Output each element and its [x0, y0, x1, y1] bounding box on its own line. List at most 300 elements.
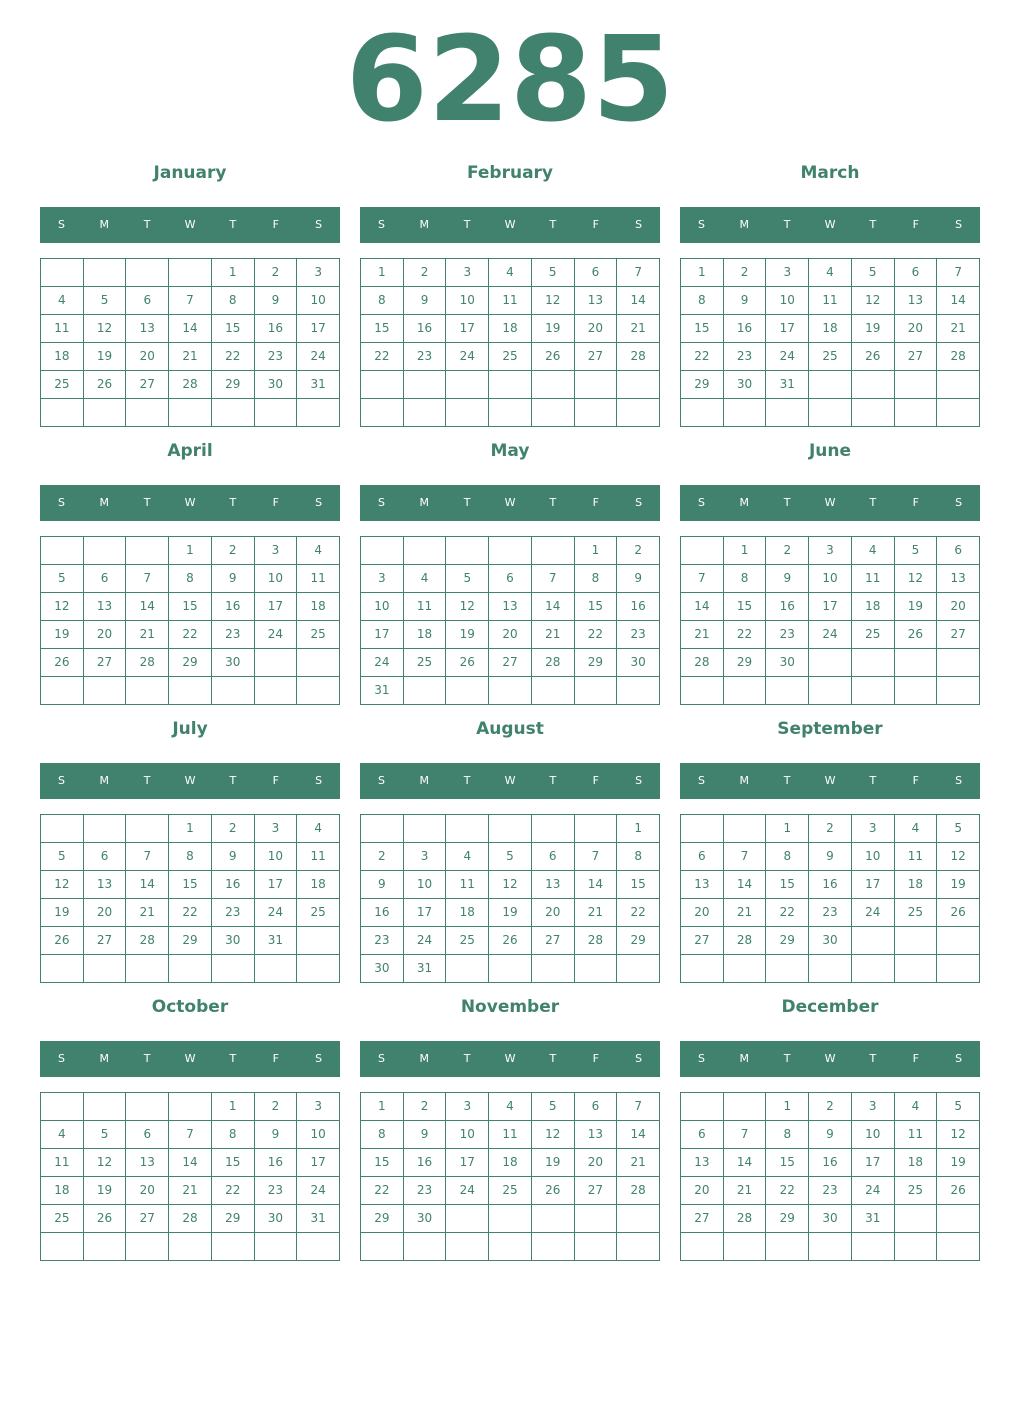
day-cell: 2 [809, 1093, 852, 1121]
day-cell: 18 [895, 1149, 938, 1177]
day-cell: 25 [809, 343, 852, 371]
weekday-label: T [463, 1052, 471, 1065]
month-january [40, 158, 340, 427]
day-cell: 7 [169, 1121, 212, 1149]
empty-day-cell [617, 399, 660, 427]
day-cell: 23 [809, 899, 852, 927]
day-cell: 20 [84, 621, 127, 649]
day-cell: 13 [532, 871, 575, 899]
day-cell: 28 [724, 927, 767, 955]
day-cell: 18 [852, 593, 895, 621]
day-cell: 6 [84, 565, 127, 593]
empty-day-cell [255, 1233, 298, 1261]
empty-day-cell [681, 677, 724, 705]
empty-day-cell [809, 649, 852, 677]
day-cell: 12 [84, 1149, 127, 1177]
day-cell: 23 [361, 927, 404, 955]
day-cell: 20 [681, 1177, 724, 1205]
day-cell: 6 [681, 843, 724, 871]
day-cell: 4 [895, 815, 938, 843]
day-cell: 2 [809, 815, 852, 843]
empty-day-cell [766, 1233, 809, 1261]
day-cell: 22 [617, 899, 660, 927]
day-cell: 1 [169, 815, 212, 843]
day-cell: 21 [724, 899, 767, 927]
day-grid [360, 1092, 660, 1261]
day-cell: 30 [809, 927, 852, 955]
day-cell: 20 [895, 315, 938, 343]
weekday-label: S [377, 774, 385, 787]
day-cell: 16 [212, 871, 255, 899]
day-cell: 23 [212, 899, 255, 927]
day-cell: 18 [41, 343, 84, 371]
day-cell: 19 [532, 1149, 575, 1177]
empty-day-cell [255, 649, 298, 677]
weekday-label: W [184, 774, 196, 787]
weekday-label: S [697, 496, 705, 509]
empty-day-cell [724, 1233, 767, 1261]
empty-day-cell [41, 955, 84, 983]
day-cell: 25 [489, 343, 532, 371]
weekday-label: T [783, 1052, 791, 1065]
day-cell: 9 [766, 565, 809, 593]
day-cell: 14 [575, 871, 618, 899]
day-cell: 5 [84, 287, 127, 315]
day-cell: 2 [212, 537, 255, 565]
empty-day-cell [489, 815, 532, 843]
day-cell: 28 [724, 1205, 767, 1233]
day-cell: 4 [895, 1093, 938, 1121]
weekday-header [360, 763, 660, 799]
empty-day-cell [41, 815, 84, 843]
empty-day-cell [766, 399, 809, 427]
day-cell: 30 [766, 649, 809, 677]
empty-day-cell [297, 927, 340, 955]
empty-day-cell [489, 537, 532, 565]
day-cell: 2 [766, 537, 809, 565]
day-cell: 17 [297, 1149, 340, 1177]
month-september [680, 714, 980, 983]
empty-day-cell [212, 677, 255, 705]
day-cell: 27 [575, 343, 618, 371]
empty-day-cell [489, 371, 532, 399]
day-cell: 22 [575, 621, 618, 649]
day-cell: 9 [724, 287, 767, 315]
day-cell: 12 [895, 565, 938, 593]
day-cell: 3 [446, 1093, 489, 1121]
empty-day-cell [169, 399, 212, 427]
month-may [360, 436, 660, 705]
month-july [40, 714, 340, 983]
month-name: November [460, 997, 560, 1017]
day-cell: 25 [297, 899, 340, 927]
weekday-label: S [57, 774, 65, 787]
weekday-label: S [57, 496, 65, 509]
empty-day-cell [361, 537, 404, 565]
day-cell: 9 [809, 843, 852, 871]
empty-day-cell [84, 1233, 127, 1261]
month-name: April [167, 441, 213, 461]
empty-day-cell [532, 815, 575, 843]
day-cell: 11 [41, 315, 84, 343]
empty-day-cell [575, 371, 618, 399]
day-cell: 3 [255, 815, 298, 843]
weekday-label: T [783, 218, 791, 231]
weekday-label: M [99, 496, 110, 509]
day-grid [680, 258, 980, 427]
empty-day-cell [404, 399, 447, 427]
empty-day-cell [937, 371, 980, 399]
empty-day-cell [937, 927, 980, 955]
weekday-label: W [184, 218, 196, 231]
weekday-label: T [463, 774, 471, 787]
day-cell: 31 [766, 371, 809, 399]
day-cell: 8 [212, 1121, 255, 1149]
weekday-label: T [869, 218, 877, 231]
day-cell: 13 [937, 565, 980, 593]
day-cell: 27 [895, 343, 938, 371]
month-february [360, 158, 660, 427]
day-cell: 28 [126, 649, 169, 677]
weekday-header [680, 763, 980, 799]
day-cell: 7 [126, 565, 169, 593]
weekday-label: F [592, 1052, 599, 1065]
day-cell: 5 [852, 259, 895, 287]
day-cell: 7 [617, 1093, 660, 1121]
day-cell: 27 [575, 1177, 618, 1205]
day-cell: 31 [404, 955, 447, 983]
empty-day-cell [617, 1233, 660, 1261]
day-cell: 18 [404, 621, 447, 649]
day-cell: 6 [575, 1093, 618, 1121]
day-cell: 22 [212, 1177, 255, 1205]
weekday-label: M [99, 218, 110, 231]
day-cell: 13 [84, 871, 127, 899]
day-cell: 26 [84, 1205, 127, 1233]
day-cell: 27 [937, 621, 980, 649]
day-cell: 23 [404, 1177, 447, 1205]
month-name: May [490, 441, 530, 461]
weekday-label: F [272, 496, 279, 509]
day-cell: 9 [361, 871, 404, 899]
weekday-label: F [272, 1052, 279, 1065]
day-cell: 29 [169, 927, 212, 955]
day-cell: 22 [361, 1177, 404, 1205]
day-cell: 7 [724, 1121, 767, 1149]
day-cell: 19 [895, 593, 938, 621]
day-cell: 8 [361, 1121, 404, 1149]
day-cell: 26 [41, 649, 84, 677]
day-cell: 5 [41, 565, 84, 593]
day-grid [360, 814, 660, 983]
day-cell: 11 [297, 565, 340, 593]
day-cell: 20 [126, 1177, 169, 1205]
day-cell: 28 [681, 649, 724, 677]
empty-day-cell [297, 399, 340, 427]
day-cell: 3 [297, 1093, 340, 1121]
day-cell: 18 [446, 899, 489, 927]
day-cell: 9 [255, 287, 298, 315]
day-cell: 30 [255, 1205, 298, 1233]
empty-day-cell [404, 677, 447, 705]
day-cell: 11 [404, 593, 447, 621]
day-cell: 5 [937, 815, 980, 843]
weekday-label: T [549, 496, 557, 509]
weekday-label: S [697, 218, 705, 231]
weekday-label: T [463, 496, 471, 509]
weekday-label: M [419, 774, 430, 787]
day-cell: 15 [361, 315, 404, 343]
weekday-label: F [272, 218, 279, 231]
weekday-label: S [57, 1052, 65, 1065]
weekday-label: M [739, 496, 750, 509]
day-cell: 25 [297, 621, 340, 649]
day-cell: 10 [446, 1121, 489, 1149]
empty-day-cell [852, 649, 895, 677]
month-name: June [808, 441, 852, 461]
day-cell: 26 [532, 1177, 575, 1205]
day-cell: 28 [169, 1205, 212, 1233]
day-cell: 2 [212, 815, 255, 843]
day-cell: 26 [937, 1177, 980, 1205]
weekday-label: S [635, 1052, 643, 1065]
empty-day-cell [724, 955, 767, 983]
day-cell: 23 [766, 621, 809, 649]
empty-day-cell [724, 677, 767, 705]
day-cell: 3 [404, 843, 447, 871]
day-cell: 28 [169, 371, 212, 399]
day-cell: 23 [212, 621, 255, 649]
day-cell: 19 [41, 899, 84, 927]
day-cell: 8 [169, 565, 212, 593]
day-cell: 3 [809, 537, 852, 565]
day-cell: 10 [255, 843, 298, 871]
day-cell: 26 [532, 343, 575, 371]
day-cell: 15 [617, 871, 660, 899]
empty-day-cell [84, 259, 127, 287]
day-cell: 24 [852, 1177, 895, 1205]
empty-day-cell [361, 1233, 404, 1261]
day-cell: 14 [126, 593, 169, 621]
day-cell: 11 [809, 287, 852, 315]
year-title: 6285 [345, 10, 675, 148]
weekday-label: S [315, 774, 323, 787]
day-grid [680, 1092, 980, 1261]
weekday-label: F [592, 774, 599, 787]
day-cell: 15 [169, 593, 212, 621]
day-cell: 9 [255, 1121, 298, 1149]
day-cell: 22 [766, 1177, 809, 1205]
weekday-label: M [419, 496, 430, 509]
empty-day-cell [297, 955, 340, 983]
empty-day-cell [532, 955, 575, 983]
day-cell: 10 [446, 287, 489, 315]
day-cell: 16 [617, 593, 660, 621]
day-cell: 23 [255, 1177, 298, 1205]
day-cell: 29 [361, 1205, 404, 1233]
day-cell: 5 [489, 843, 532, 871]
empty-day-cell [126, 815, 169, 843]
day-cell: 17 [446, 1149, 489, 1177]
day-cell: 24 [297, 343, 340, 371]
weekday-header [680, 207, 980, 243]
day-cell: 31 [297, 1205, 340, 1233]
day-cell: 24 [446, 1177, 489, 1205]
empty-day-cell [809, 399, 852, 427]
empty-day-cell [297, 649, 340, 677]
day-cell: 7 [617, 259, 660, 287]
day-cell: 29 [212, 1205, 255, 1233]
day-cell: 14 [681, 593, 724, 621]
day-cell: 16 [724, 315, 767, 343]
day-cell: 2 [255, 259, 298, 287]
weekday-label: T [869, 774, 877, 787]
day-cell: 3 [255, 537, 298, 565]
day-cell: 16 [404, 1149, 447, 1177]
day-cell: 19 [84, 1177, 127, 1205]
day-cell: 1 [766, 815, 809, 843]
empty-day-cell [895, 1233, 938, 1261]
empty-day-cell [446, 1205, 489, 1233]
empty-day-cell [84, 815, 127, 843]
day-cell: 7 [126, 843, 169, 871]
day-cell: 6 [895, 259, 938, 287]
day-cell: 9 [617, 565, 660, 593]
empty-day-cell [212, 399, 255, 427]
weekday-label: T [869, 496, 877, 509]
day-cell: 25 [41, 1205, 84, 1233]
day-cell: 22 [212, 343, 255, 371]
weekday-label: M [99, 774, 110, 787]
day-cell: 9 [404, 1121, 447, 1149]
empty-day-cell [681, 1093, 724, 1121]
day-cell: 16 [255, 315, 298, 343]
day-cell: 21 [681, 621, 724, 649]
weekday-label: T [143, 496, 151, 509]
day-cell: 16 [404, 315, 447, 343]
weekday-label: W [504, 218, 516, 231]
day-cell: 7 [937, 259, 980, 287]
weekday-label: M [739, 1052, 750, 1065]
day-cell: 31 [297, 371, 340, 399]
empty-day-cell [575, 1205, 618, 1233]
day-cell: 14 [617, 1121, 660, 1149]
day-cell: 24 [255, 899, 298, 927]
empty-day-cell [766, 955, 809, 983]
day-cell: 18 [297, 593, 340, 621]
empty-day-cell [852, 1233, 895, 1261]
weekday-label: M [419, 218, 430, 231]
day-cell: 11 [489, 1121, 532, 1149]
weekday-label: W [824, 1052, 836, 1065]
empty-day-cell [255, 955, 298, 983]
weekday-label: S [635, 774, 643, 787]
day-cell: 19 [937, 871, 980, 899]
day-cell: 15 [681, 315, 724, 343]
day-cell: 24 [404, 927, 447, 955]
weekday-label: S [635, 218, 643, 231]
weekday-label: S [697, 1052, 705, 1065]
weekday-label: W [504, 496, 516, 509]
day-cell: 24 [297, 1177, 340, 1205]
day-cell: 17 [255, 593, 298, 621]
empty-day-cell [169, 259, 212, 287]
day-cell: 12 [489, 871, 532, 899]
empty-day-cell [532, 399, 575, 427]
day-cell: 10 [361, 593, 404, 621]
day-cell: 29 [766, 1205, 809, 1233]
empty-day-cell [489, 1233, 532, 1261]
weekday-label: T [229, 1052, 237, 1065]
empty-day-cell [724, 815, 767, 843]
day-cell: 26 [852, 343, 895, 371]
day-cell: 19 [84, 343, 127, 371]
weekday-label: S [955, 1052, 963, 1065]
day-cell: 15 [724, 593, 767, 621]
day-cell: 17 [766, 315, 809, 343]
day-cell: 26 [937, 899, 980, 927]
empty-day-cell [404, 815, 447, 843]
day-cell: 9 [212, 565, 255, 593]
weekday-label: S [377, 496, 385, 509]
weekday-label: M [739, 774, 750, 787]
month-name: December [781, 997, 879, 1017]
day-cell: 25 [41, 371, 84, 399]
day-cell: 16 [766, 593, 809, 621]
weekday-label: T [229, 218, 237, 231]
empty-day-cell [212, 955, 255, 983]
empty-day-cell [41, 259, 84, 287]
day-cell: 30 [212, 927, 255, 955]
day-cell: 20 [532, 899, 575, 927]
empty-day-cell [575, 677, 618, 705]
day-cell: 13 [84, 593, 127, 621]
day-cell: 20 [575, 1149, 618, 1177]
day-cell: 22 [681, 343, 724, 371]
empty-day-cell [532, 677, 575, 705]
day-cell: 8 [617, 843, 660, 871]
month-august [360, 714, 660, 983]
day-cell: 23 [809, 1177, 852, 1205]
day-cell: 31 [361, 677, 404, 705]
month-name: September [777, 719, 883, 739]
empty-day-cell [681, 537, 724, 565]
empty-day-cell [169, 955, 212, 983]
day-cell: 5 [532, 259, 575, 287]
day-cell: 1 [361, 1093, 404, 1121]
day-cell: 20 [575, 315, 618, 343]
empty-day-cell [126, 537, 169, 565]
day-cell: 12 [446, 593, 489, 621]
day-cell: 14 [724, 1149, 767, 1177]
empty-day-cell [41, 399, 84, 427]
day-cell: 19 [852, 315, 895, 343]
weekday-label: S [315, 218, 323, 231]
day-cell: 4 [489, 259, 532, 287]
day-cell: 19 [532, 315, 575, 343]
day-cell: 4 [809, 259, 852, 287]
empty-day-cell [809, 955, 852, 983]
empty-day-cell [852, 927, 895, 955]
weekday-label: T [783, 774, 791, 787]
day-cell: 14 [724, 871, 767, 899]
day-cell: 10 [809, 565, 852, 593]
day-cell: 17 [852, 1149, 895, 1177]
day-cell: 28 [937, 343, 980, 371]
day-grid [360, 258, 660, 427]
day-cell: 22 [169, 621, 212, 649]
day-cell: 21 [617, 1149, 660, 1177]
